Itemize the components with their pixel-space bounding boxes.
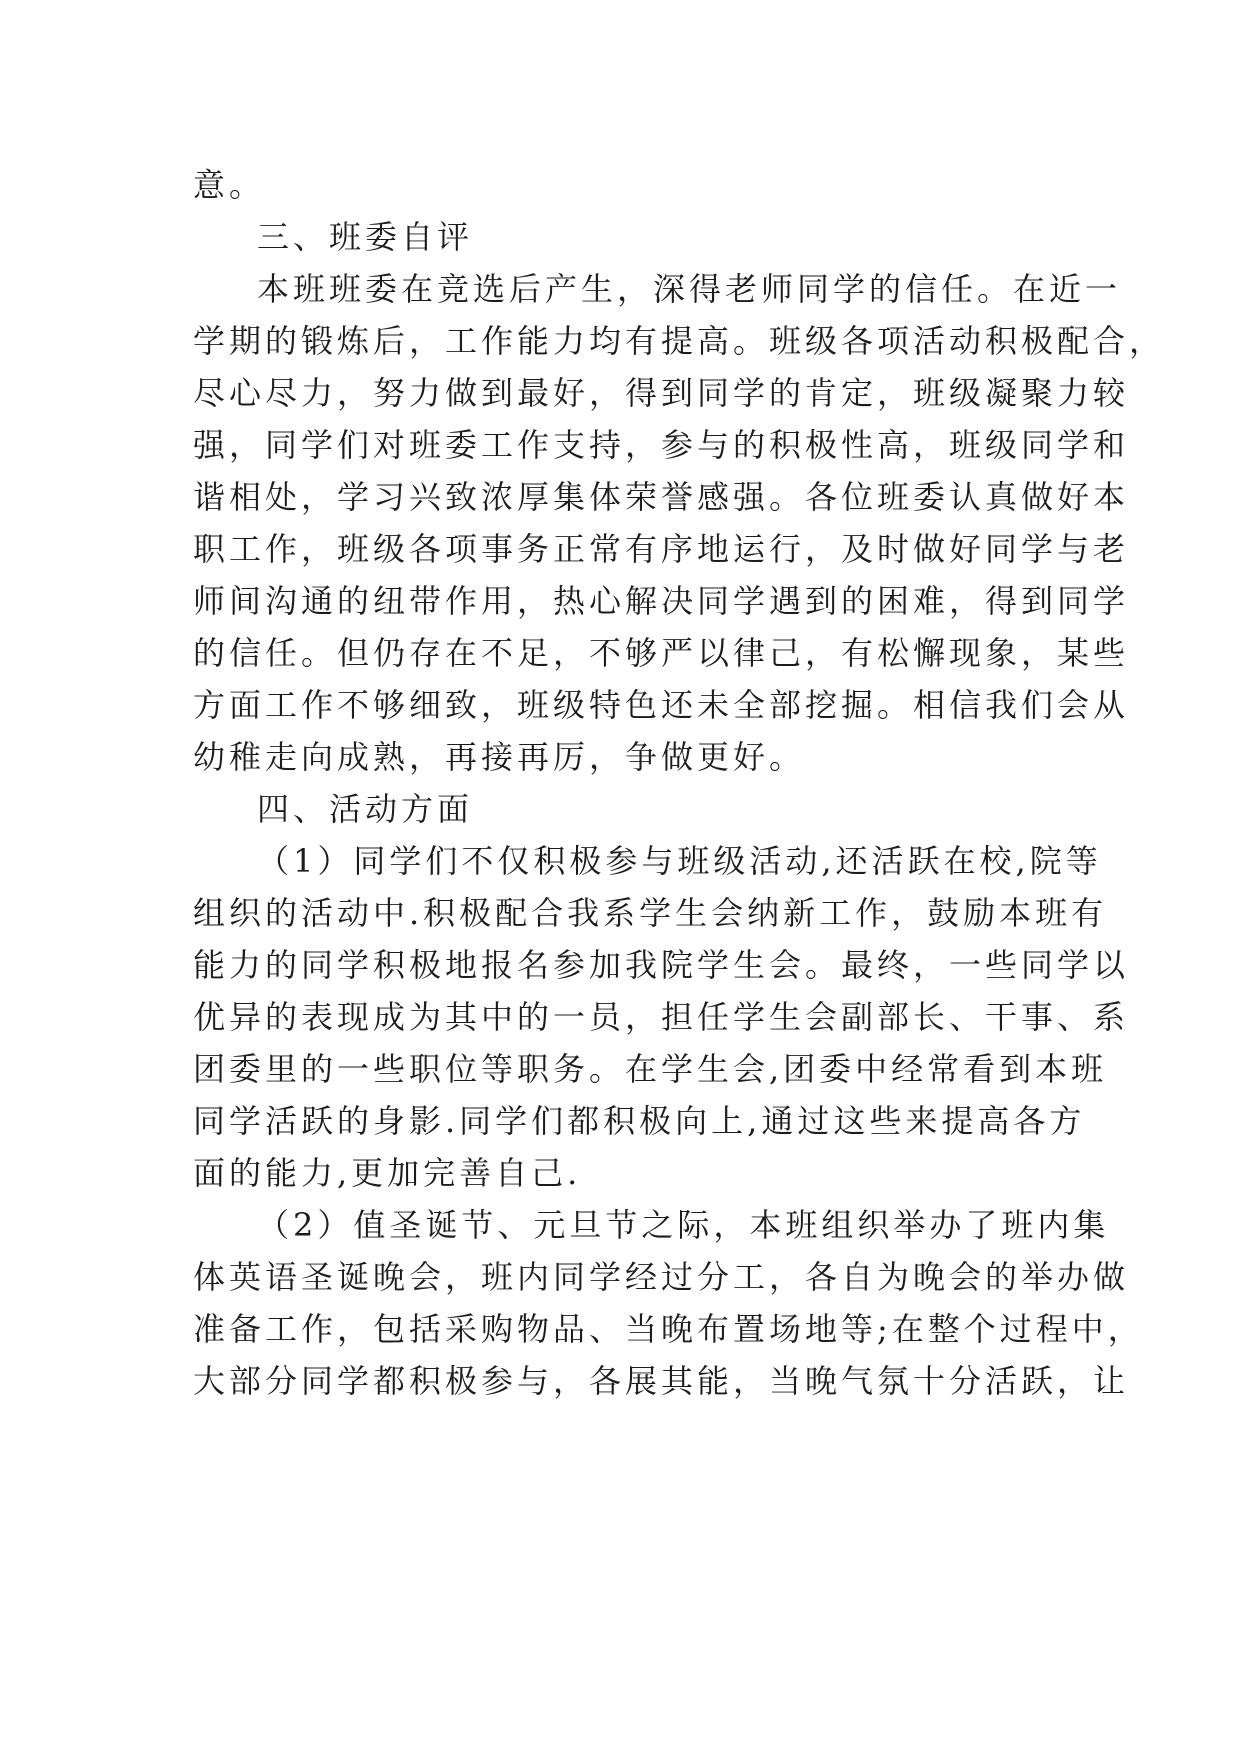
text-line: 本班班委在竞选后产生，深得老师同学的信任。在近一 [257,270,1122,308]
text-line: 能力的同学积极地报名参加我院学生会。最终，一些同学以 [193,946,1130,984]
text-line: 强，同学们对班委工作支持，参与的积极性高，班级同学和 [193,426,1130,464]
text-line: 方面工作不够细致，班级特色还未全部挖掘。相信我们会从 [193,686,1130,724]
text-line: 大部分同学都积极参与，各展其能，当晚气氛十分活跃，让 [193,1362,1130,1400]
text-line: 幼稚走向成熟，再接再厉，争做更好。 [193,738,806,776]
text-line: 优异的表现成为其中的一员，担任学生会副部长、干事、系 [193,998,1130,1036]
text-line: 师间沟通的纽带作用，热心解决同学遇到的困难，得到同学 [193,582,1130,620]
text-line: 职工作，班级各项事务正常有序地运行，及时做好同学与老 [193,530,1130,568]
text-line: 四、活动方面 [257,790,474,828]
text-line: （1）同学们不仅积极参与班级活动,还活跃在校,院等 [257,842,1102,880]
text-line: 准备工作，包括采购物品、当晚布置场地等;在整个过程中， [193,1310,1144,1348]
text-line: 的信任。但仍存在不足，不够严以律己，有松懈现象，某些 [193,634,1130,672]
text-line: 团委里的一些职位等职务。在学生会,团委中经常看到本班 [193,1050,1108,1088]
text-line: 面的能力,更加完善自己. [193,1154,582,1192]
text-line: 尽心尽力，努力做到最好，得到同学的肯定，班级凝聚力较 [193,374,1130,412]
text-line: 三、班委自评 [257,218,474,256]
text-line: （2）值圣诞节、元旦节之际，本班组织举办了班内集 [257,1206,1110,1244]
text-line: 谐相处，学习兴致浓厚集体荣誉感强。各位班委认真做好本 [193,478,1130,516]
text-line: 体英语圣诞晚会，班内同学经过分工，各自为晚会的举办做 [193,1258,1130,1296]
text-line: 组织的活动中.积极配合我系学生会纳新工作，鼓励本班有 [193,894,1108,932]
document-body [193,159,1166,1407]
text-line: 学期的锻炼后，工作能力均有提高。班级各项活动积极配合， [193,322,1166,360]
text-line: 意。 [193,166,266,204]
text-line: 同学活跃的身影.同学们都积极向上,通过这些来提高各方 [193,1102,1086,1140]
